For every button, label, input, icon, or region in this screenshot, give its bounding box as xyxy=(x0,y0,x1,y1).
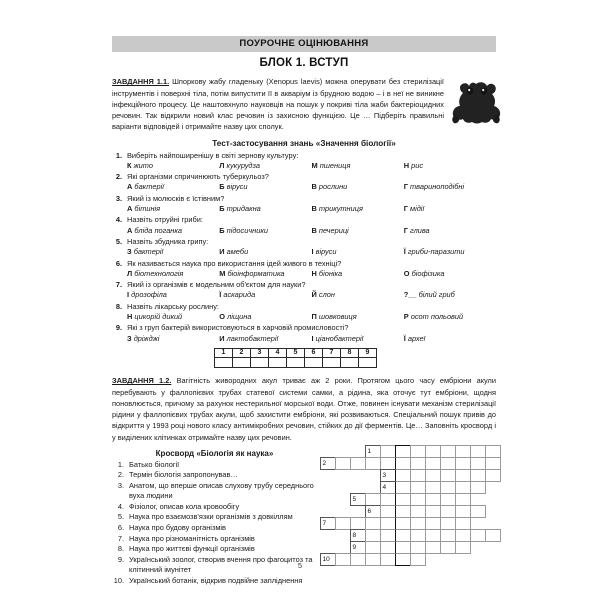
clue-item: 7. Наука про різноманітність організмів xyxy=(117,533,255,543)
question-7 xyxy=(112,280,496,301)
option-y[interactable]: И амеби xyxy=(219,247,249,257)
page-number: 5 xyxy=(297,561,303,570)
answer-header-cell: 8 xyxy=(341,348,359,358)
crossword-cell-number-4[interactable]: 4 xyxy=(380,481,396,494)
crossword-cell[interactable] xyxy=(335,457,351,470)
answer-header-cell: 4 xyxy=(269,348,287,358)
option-p[interactable]: П шовковиця xyxy=(311,311,357,321)
question-number: 3. xyxy=(115,193,122,203)
question-text: Як називається наука про використання ідей живого в техніці? xyxy=(127,258,342,268)
option-g[interactable]: Г глива xyxy=(403,225,430,235)
crossword-cell[interactable] xyxy=(470,505,486,518)
option-m[interactable]: М пшениця xyxy=(311,160,351,170)
crossword-cell[interactable] xyxy=(440,541,456,554)
question-number: 7. xyxy=(115,280,122,290)
option-a[interactable]: А бліда поганка xyxy=(127,225,182,235)
option-m[interactable]: М біоінформатика xyxy=(219,268,285,278)
answer-header-cell: 2 xyxy=(233,348,251,358)
clue-item: 3. Анатом, що вперше описав слухову трубу середнього вуха людини xyxy=(117,480,314,501)
clue-item: 9. Український зоолог, створив вчення про фагоцитоз та клітинний імунітет xyxy=(117,554,313,575)
option-i[interactable]: І віруси xyxy=(311,247,337,257)
question-text: Назвіть отруйні гриби: xyxy=(127,215,203,225)
option-r[interactable]: Р осот польовий xyxy=(403,311,464,321)
option-unknown[interactable]: ?__ білий гриб xyxy=(403,290,455,300)
option-o[interactable]: О біофізика xyxy=(403,268,445,278)
option-n[interactable]: Н цикорій дикий xyxy=(127,311,183,321)
question-5 xyxy=(112,237,496,258)
question-text: Виберіть найпоширенішу в світі зернову культуру: xyxy=(127,150,299,160)
question-text: Які з груп бактерій використовуються в харчовій промисловості? xyxy=(127,323,349,333)
question-number: 1. xyxy=(115,150,122,160)
answer-header-row xyxy=(215,348,377,358)
answer-header-cell: 9 xyxy=(359,348,377,358)
crossword-cell[interactable] xyxy=(335,517,351,530)
crossword-cell[interactable] xyxy=(485,529,501,542)
task-1-2-text: Вагітність живородних акул триває аж 2 роки. Протягом цього часу ембріони акули перебувають у фаллопієвих трубах статевої системи самки, а рідина, яка оточує тут ембріони, щодня поновлюється, причому за рахунок нестерильної морської води. Отже, повинен існувати механізм стерилізації рідини у фаллопієвих трубах акули, щоб захистити ембріони, які розвиваються. Спеціальний пошук привів до відкриття у 1993 році нового класу антимікробних речовин, стійких до дії ферментів. Це… Заповніть кросворд і у виділених клітинках отримайте назву цих речовин. xyxy=(112,376,496,442)
crossword-cell-number-10[interactable]: 10 xyxy=(320,553,336,566)
clue-item: 8. Наука про життєві функції організмів xyxy=(117,544,255,554)
crossword-cell[interactable] xyxy=(455,541,471,554)
question-text: Назвіть збудника грипу: xyxy=(127,237,209,246)
answer-input-cell[interactable] xyxy=(233,358,251,368)
crossword-cell[interactable] xyxy=(350,457,366,470)
option-b[interactable]: Б віруси xyxy=(219,182,248,192)
answer-header-cell: 5 xyxy=(287,348,305,358)
crossword-cell-number-9[interactable]: 9 xyxy=(350,541,366,554)
clue-item: 6. Наука про будову організмів xyxy=(117,522,226,532)
option-n[interactable]: Н біоніка xyxy=(311,268,343,278)
crossword-cell[interactable] xyxy=(470,529,486,542)
option-yi[interactable]: Ї гриби-паразити xyxy=(403,247,465,257)
question-1 xyxy=(112,151,496,172)
answer-table-wrapper xyxy=(112,348,496,369)
option-g[interactable]: Г мідії xyxy=(403,204,425,214)
answer-input-cell[interactable] xyxy=(269,358,287,368)
option-n[interactable]: Н рис xyxy=(403,160,424,170)
answer-input-cell[interactable] xyxy=(305,358,323,368)
answer-header-cell: 3 xyxy=(251,348,269,358)
option-a[interactable]: А бітинія xyxy=(127,204,161,214)
task-1-1 xyxy=(112,76,496,132)
option-v[interactable]: В трикутниця xyxy=(311,204,363,214)
question-text: Назвіть лікарську рослину: xyxy=(127,301,219,311)
question-text: Який із молюсків є їстівним? xyxy=(127,193,225,203)
crossword-cell[interactable] xyxy=(365,457,381,470)
crossword-cell-number-3[interactable]: 3 xyxy=(380,469,396,482)
page-content xyxy=(112,36,496,589)
answer-input-cell[interactable] xyxy=(215,358,233,368)
option-i[interactable]: І дрозофіла xyxy=(127,290,167,300)
question-6 xyxy=(112,259,496,280)
test-question-list xyxy=(112,151,496,344)
question-9 xyxy=(112,323,496,344)
question-8 xyxy=(112,302,496,323)
crossword-cell-number-7[interactable]: 7 xyxy=(320,517,336,530)
option-a[interactable]: А бактерії xyxy=(127,182,164,192)
question-text: Які організми спричинюють туберкульоз? xyxy=(127,172,269,182)
answer-input-cell[interactable] xyxy=(323,358,341,368)
option-z[interactable]: З дріжджі xyxy=(127,333,160,343)
crossword-cell-number-6[interactable]: 6 xyxy=(365,505,381,518)
question-number: 9. xyxy=(115,323,122,333)
frog-illustration xyxy=(450,78,502,126)
clue-item: 10. Український ботанік, відкрив подвійне запліднення xyxy=(113,575,303,585)
crossword-cell[interactable] xyxy=(470,481,486,494)
question-text: Який із організмів є модельним об'єктом для науки? xyxy=(127,280,306,290)
option-l[interactable]: Л біотехнологія xyxy=(127,268,184,278)
crossword-cell-number-8[interactable]: 8 xyxy=(350,529,366,542)
option-v[interactable]: В печериці xyxy=(311,225,349,235)
answer-input-cell[interactable] xyxy=(287,358,305,368)
clue-item: 5. Наука про взаємозв'язки організмів з довкіллям xyxy=(117,512,293,522)
option-o[interactable]: О ліщина xyxy=(219,311,252,321)
clue-item: 1. Батько біології xyxy=(117,459,180,469)
crossword-cell-number-5[interactable]: 5 xyxy=(350,493,366,506)
option-y[interactable]: И лактобактерії xyxy=(219,333,279,343)
answer-header-cell: 7 xyxy=(323,348,341,358)
answer-input-cell[interactable] xyxy=(341,358,359,368)
answer-input-cell[interactable] xyxy=(251,358,269,368)
option-i[interactable]: І ціанобактерії xyxy=(311,333,364,343)
option-l[interactable]: Л кукурудза xyxy=(219,160,260,170)
option-yi[interactable]: Ї аскарида xyxy=(219,290,256,300)
option-yi[interactable]: Ї археї xyxy=(403,333,426,343)
question-3 xyxy=(112,194,496,215)
question-number: 5. xyxy=(115,237,122,246)
question-number: 2. xyxy=(115,172,122,182)
task-1-2-label: ЗАВДАННЯ 1.2. xyxy=(112,376,172,386)
block-title: БЛОК 1. ВСТУП xyxy=(259,57,349,70)
clue-item: 2. Термін біологія запропонував… xyxy=(117,470,238,480)
task-1-2 xyxy=(112,375,496,443)
crossword-cell[interactable] xyxy=(485,469,501,482)
crossword-cell[interactable] xyxy=(425,541,441,554)
clue-item: 4. Фізіолог, описав кола кровообігу xyxy=(117,501,240,511)
option-b[interactable]: Б тридакна xyxy=(219,204,261,214)
question-number: 8. xyxy=(115,301,122,311)
crossword-title: Кросворд «Біологія як наука» xyxy=(155,448,274,458)
answer-header-cell: 6 xyxy=(305,348,323,358)
option-v[interactable]: В рослини xyxy=(311,182,348,192)
option-z[interactable]: З бактерії xyxy=(127,247,164,257)
question-2 xyxy=(112,172,496,193)
option-g[interactable]: Г твариноподібні xyxy=(403,182,465,192)
answer-input-row xyxy=(215,358,377,368)
question-number: 4. xyxy=(115,215,122,225)
answer-table xyxy=(214,348,377,369)
option-k[interactable]: К жито xyxy=(127,160,153,170)
section-banner: ПОУРОЧНЕ ОЦІНЮВАННЯ xyxy=(112,36,496,52)
test-title: Тест-застосування знань «Значення біології» xyxy=(212,138,396,148)
answer-header-cell: 1 xyxy=(215,348,233,358)
crossword-cell-number-1[interactable]: 1 xyxy=(365,445,381,458)
option-b[interactable]: Б підосичники xyxy=(219,225,268,235)
question-number: 6. xyxy=(115,258,122,268)
task-1-1-label: ЗАВДАННЯ 1.1. xyxy=(112,77,170,87)
crossword-cell-number-2[interactable]: 2 xyxy=(320,457,336,470)
question-4 xyxy=(112,215,496,236)
option-y-short[interactable]: Й слон xyxy=(311,290,335,300)
answer-input-cell[interactable] xyxy=(359,358,377,368)
task-1-1-text: Шпоркову жабу гладеньку (Xenopus laevis) можна оперувати без стерилізації інструментів і поверхні тіла, потім випустити її в акваріум із брудною водою – і в неї не виникне інфекційного процесу. Це наштовхнуло науковців на пошук у покриві тіла жаби бактеріоцидних речовин. Так відкрили новий клас речовин із захисною функцією. Це … Підберіть правильні варіанти відповідей і отримайте назву цих сполук. xyxy=(112,77,444,132)
